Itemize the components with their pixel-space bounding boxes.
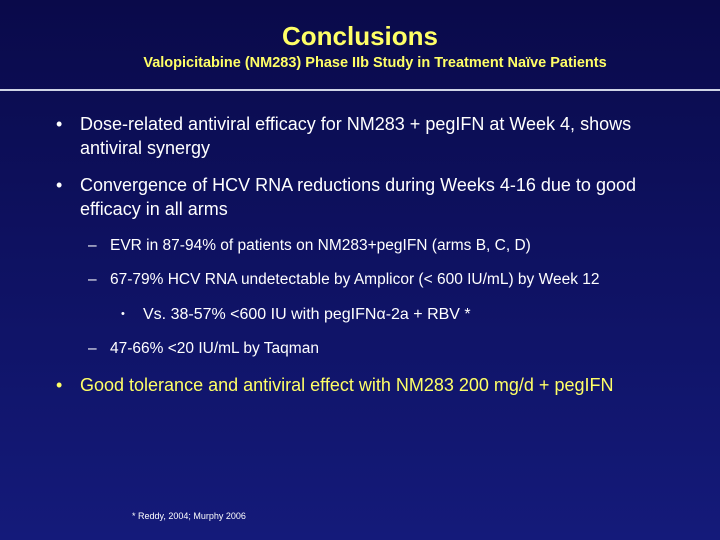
slide-title: Conclusions <box>281 21 438 51</box>
slide-subtitle: Valopicitabine (NM283) Phase IIb Study in Treatment Naïve Patients <box>143 55 607 71</box>
bullet-1 <box>56 112 700 160</box>
bullet-dot-icon: • <box>121 308 125 320</box>
bullet-2-line-2: efficacy in all arms <box>80 199 228 219</box>
title-divider <box>0 89 720 91</box>
sub-bullet-2 <box>88 270 700 290</box>
bullet-1-line-1: Dose-related antiviral efficacy for NM283 + pegIFN at Week 4, shows <box>80 114 632 134</box>
sub-sub-bullet-text: Vs. 38-57% <600 IU with pegIFNα-2a + RBV * <box>143 306 471 323</box>
sub-bullet-3 <box>88 339 700 359</box>
bullet-3-text: Good tolerance and antiviral effect with NM283 200 mg/d + pegIFN <box>80 375 614 395</box>
footnote: * Reddy, 2004; Murphy 2006 <box>132 511 246 521</box>
bullet-dot-icon: • <box>56 114 63 134</box>
bullet-1-line-2: antiviral synergy <box>80 138 211 158</box>
bullet-2 <box>56 173 700 221</box>
dash-icon: – <box>88 237 97 254</box>
sub-bullet-1-text: EVR in 87-94% of patients on NM283+pegIFN (arms B, C, D) <box>110 237 531 254</box>
bullet-2-line-1: Convergence of HCV RNA reductions during Weeks 4-16 due to good <box>80 175 636 195</box>
bullet-dot-icon: • <box>56 175 63 195</box>
sub-bullet-2-text: 67-79% HCV RNA undetectable by Amplicor (< 600 IU/mL) by Week 12 <box>110 271 600 288</box>
sub-sub-bullet <box>121 304 703 326</box>
sub-bullet-1 <box>88 236 700 256</box>
bullet-dot-icon: • <box>56 375 63 395</box>
sub-bullet-3-text: 47-66% <20 IU/mL by Taqman <box>110 340 319 357</box>
dash-icon: – <box>88 271 97 288</box>
bullet-3 <box>56 373 700 397</box>
dash-icon: – <box>88 340 97 357</box>
